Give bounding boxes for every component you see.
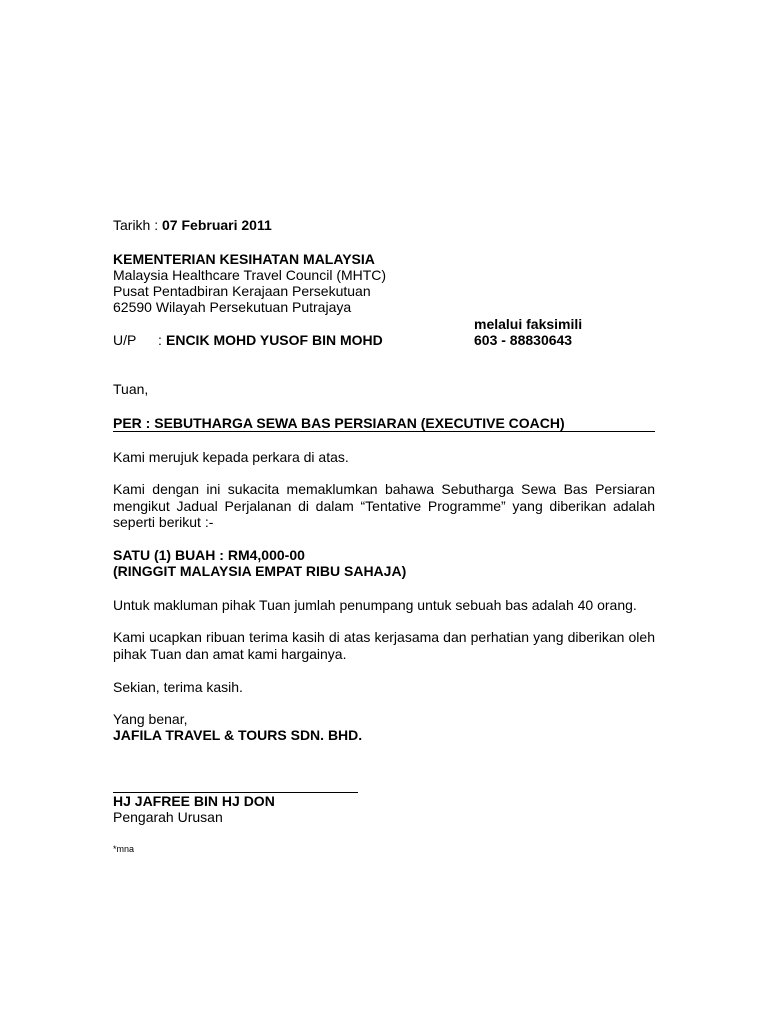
price-line-1: SATU (1) BUAH : RM4,000-00 (113, 547, 305, 563)
date-value: 07 Februari 2011 (162, 217, 272, 233)
signer-name: HJ JAFREE BIN HJ DON (113, 793, 275, 809)
signer-title: Pengarah Urusan (113, 809, 223, 825)
fax-number: 603 - 88830643 (474, 332, 573, 348)
recipient-line-3: 62590 Wilayah Persekutuan Putrajaya (113, 299, 352, 315)
paragraph-4: Kami ucapkan ribuan terima kasih di atas kerjasama dan perhatian yang diberikan oleh pihak Tuan dan amat kami hargainya. (113, 629, 655, 662)
attn-label: U/P (113, 332, 137, 348)
salutation: Tuan, (113, 381, 149, 397)
fax-label: melalui faksimili (474, 316, 583, 332)
paragraph-3: Untuk makluman pihak Tuan jumlah penumpang untuk sebuah bas adalah 40 orang. (113, 597, 637, 613)
recipient-line-1: Malaysia Healthcare Travel Council (MHTC) (113, 267, 387, 283)
attn-name: ENCIK MOHD YUSOF BIN MOHD (166, 332, 383, 348)
date-line (113, 217, 272, 233)
recipient-line-2: Pusat Pentadbiran Kerajaan Persekutuan (113, 283, 371, 299)
subject-line: PER : SEBUTHARGA SEWA BAS PERSIARAN (EXECUTIVE COACH) (113, 415, 565, 431)
company-name: JAFILA TRAVEL & TOURS SDN. BHD. (113, 727, 363, 743)
price-line-2: (RINGGIT MALAYSIA EMPAT RIBU SAHAJA) (113, 563, 407, 579)
recipient-org: KEMENTERIAN KESIHATAN MALAYSIA (113, 251, 375, 267)
reference-initials: *mna (113, 844, 135, 854)
paragraph-2: Kami dengan ini sukacita memaklumkan bahawa Sebutharga Sewa Bas Persiaran mengikut Jadual Perjalanan di dalam “Tentative Programme” yang diberikan adalah seperti berikut :- (113, 481, 655, 530)
paragraph-1: Kami merujuk kepada perkara di atas. (113, 449, 349, 465)
subject-underline (113, 431, 655, 432)
closing: Sekian, terima kasih. (113, 679, 243, 695)
signoff: Yang benar, (113, 711, 188, 727)
attn-colon: : (158, 332, 162, 348)
date-label: Tarikh : (113, 217, 163, 233)
